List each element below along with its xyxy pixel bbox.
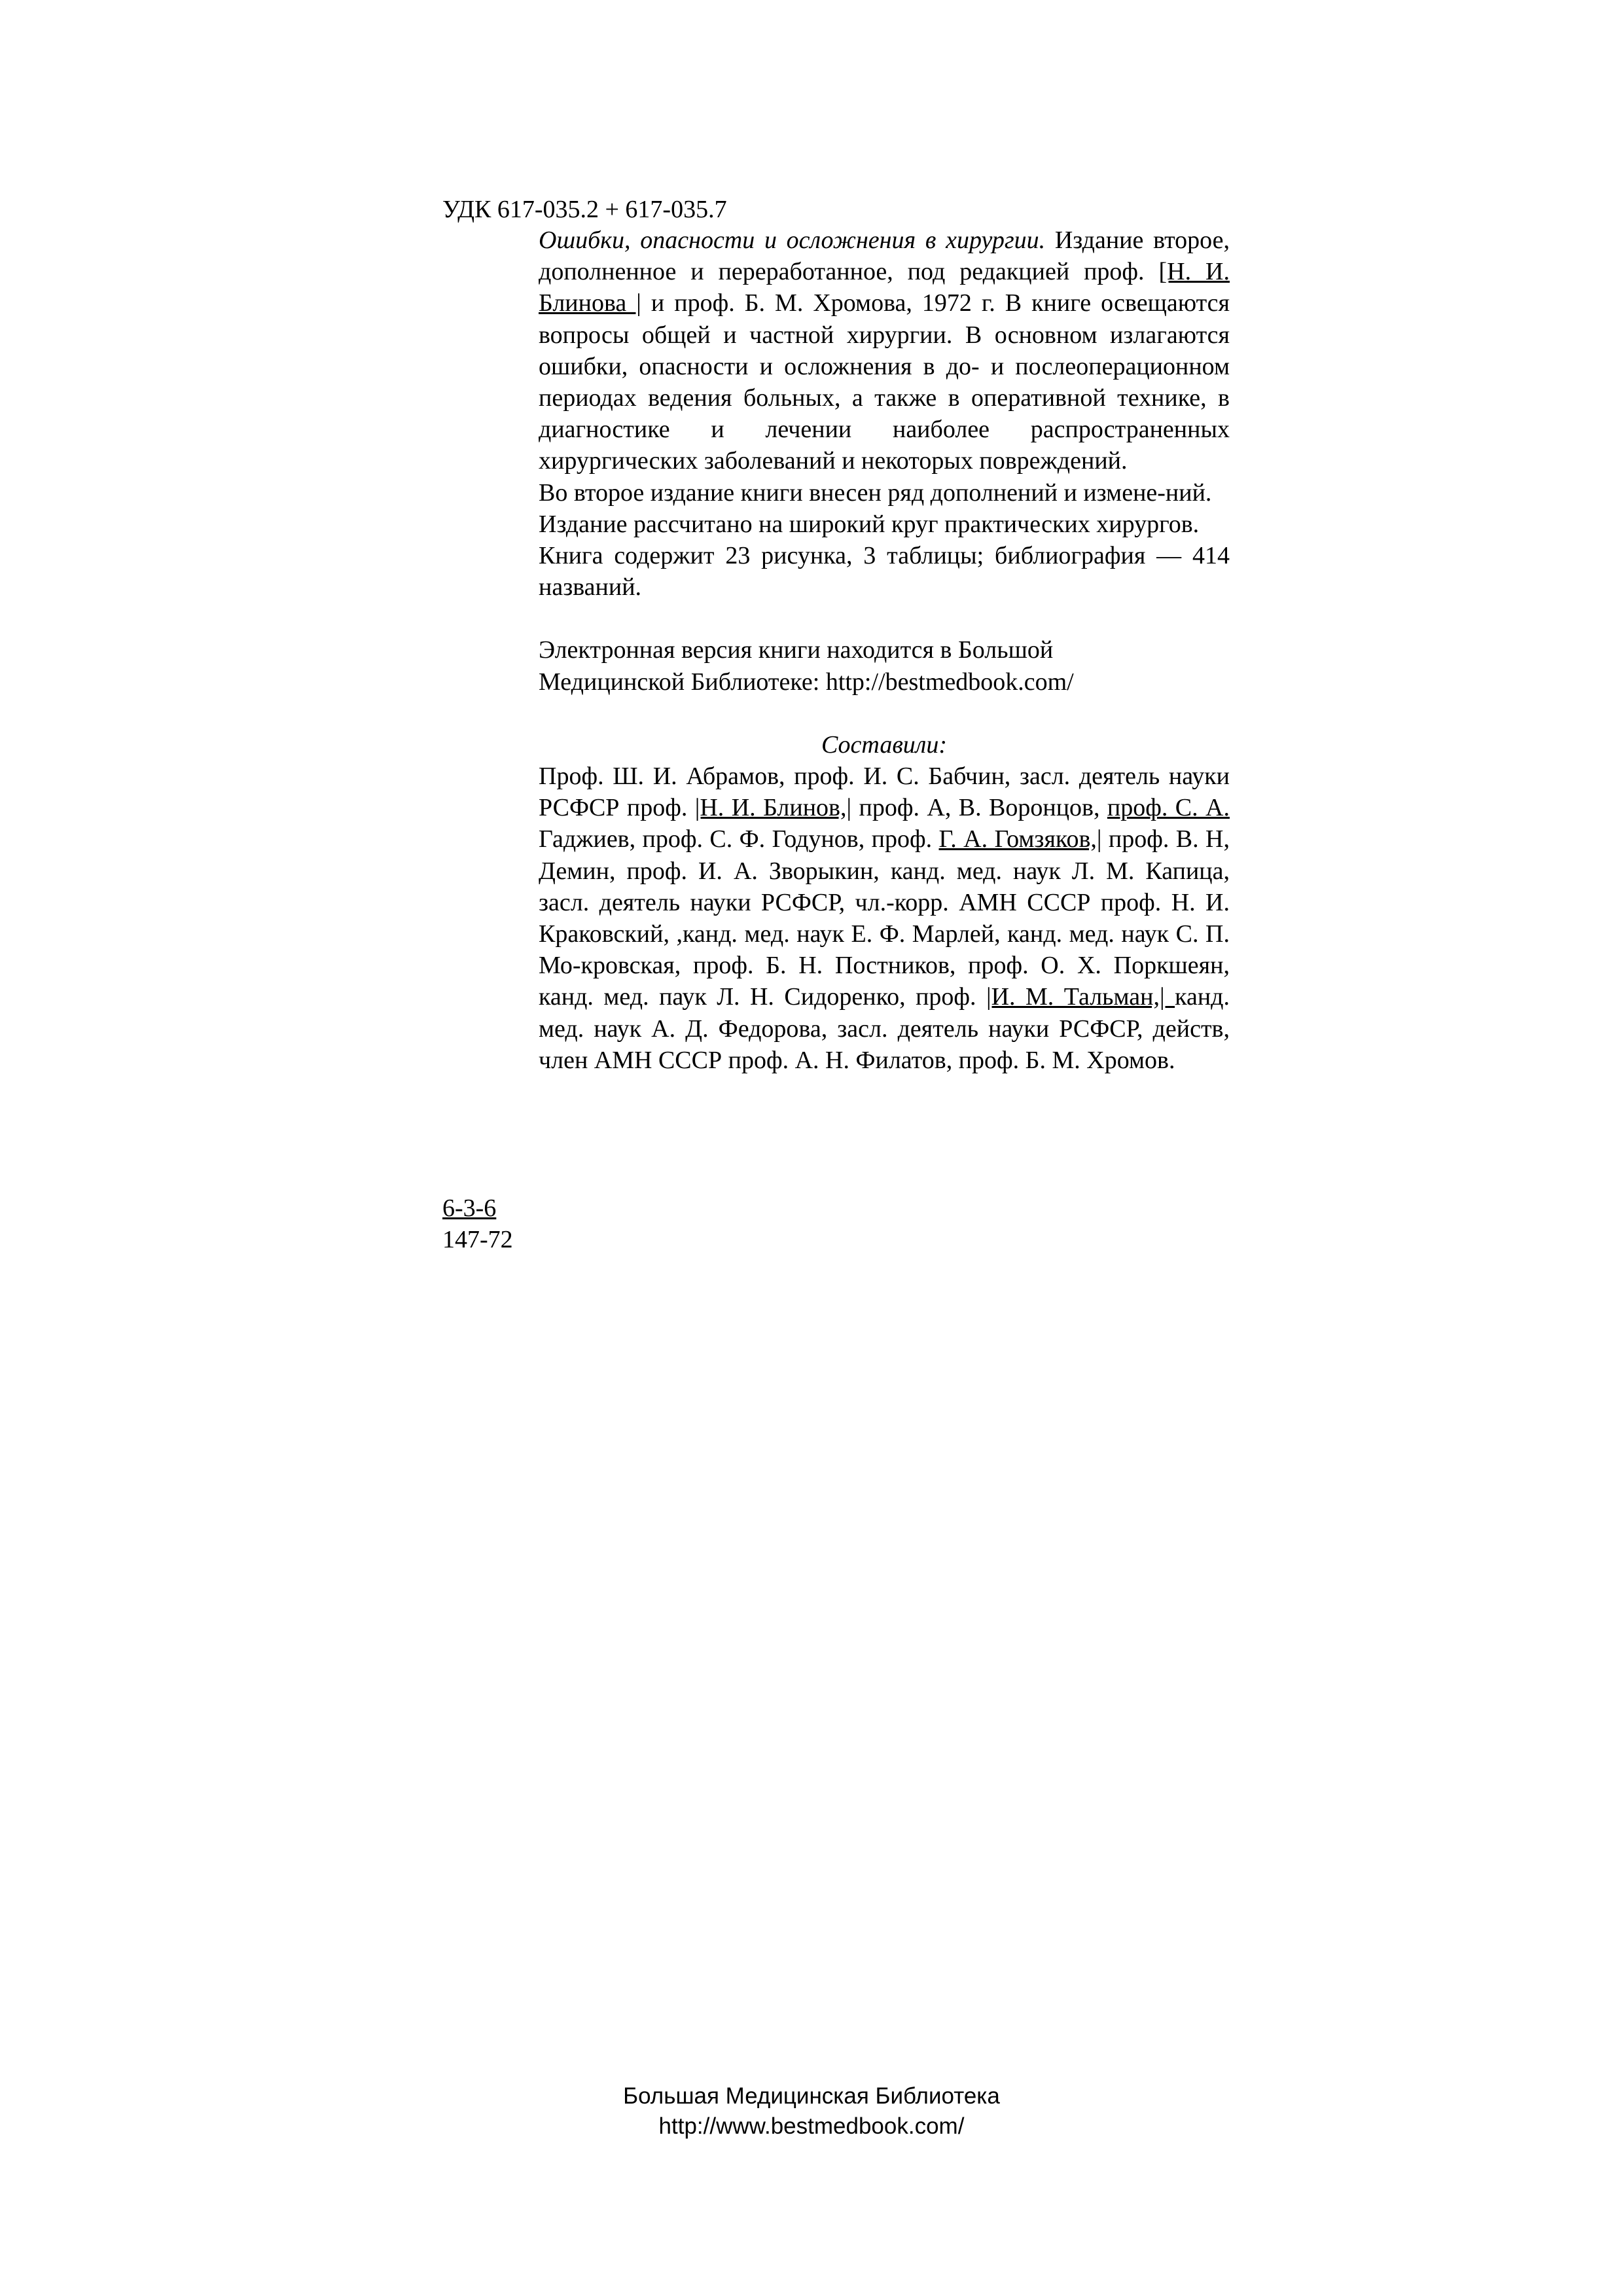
compiler-talman: |И. М. Тальман,| (986, 983, 1175, 1011)
editor-name: [Н. И. Блинова | (539, 258, 1230, 317)
compiler-blinov: |Н. И. Блинов,| (694, 794, 852, 822)
electronic-version-line1: Электронная версия книги находится в Большой (539, 636, 1054, 664)
compilers-text-3: Гаджиев, проф. С. Ф. Годунов, проф. (539, 825, 939, 853)
compilers-heading: Составили: (821, 730, 948, 759)
compiler-gadzhiev: проф. С. А. (1107, 794, 1230, 822)
publication-codes (442, 1193, 513, 1255)
code-line2: 147-72 (442, 1226, 513, 1253)
electronic-version-line2: Медицинской Библиотеке: http://bestmedbook.com/ (539, 668, 1074, 696)
contents-note: Книга содержит 23 рисунка, 3 таблицы; библиография — 414 названий. (539, 542, 1230, 601)
udk-code: УДК 617-035.2 + 617-035.7 (442, 196, 727, 223)
book-title: Ошибки, опасности и осложнения в хирургии. (539, 226, 1046, 254)
annotation-paragraph (539, 224, 1230, 477)
page-footer (0, 2081, 1623, 2142)
second-edition-note: Во второе издание книги внесен ряд дополнений и измене-ний. (539, 478, 1212, 507)
annotation-block (539, 224, 1230, 1076)
annotation-text-b: и проф. Б. М. Хромова, 1972 г. В книге освещаются вопросы общей и частной хирургии. В основном излагаются ошибки, опасности и осложнения в до- и послеоперационном периодах ведения больных, а также в оперативной технике, в диагностике и лечении наиболее распространенных хирургических заболеваний и некоторых повреждений. (539, 289, 1230, 475)
footer-url: http://www.bestmedbook.com/ (658, 2113, 965, 2139)
code-line1: 6-3-6 (442, 1194, 497, 1222)
audience-note: Издание рассчитано на широкий круг практических хирургов. (539, 510, 1200, 538)
compilers-text-1: Проф. Ш. И. Абрамов, проф. И. С. Бабчин, засл. деятель науки РСФСР проф. (539, 762, 1230, 822)
compilers-text-4: проф. В. Н, Демин, проф. И. А. Зворыкин, канд. мед. наук Л. М. Капица, засл. деятель науки РСФСР, чл.-корр. АМН СССР проф. Н. И. Краковский, ,канд. мед. наук Е. Ф. Марлей, канд. мед. наук С. П. Мо-кровская, проф. Б. Н. Постников, проф. О. Х. Поркшеян, канд. мед. паук Л. Н. Сидоренко, проф. (539, 825, 1230, 1011)
compiler-gomzyakov: Г. А. Гомзяков,| (938, 825, 1102, 853)
compilers-text-5: канд. мед. наук А. Д. Федорова, засл. деятель науки РСФСР, действ, член АМН СССР проф. А. Н. Филатов, проф. Б. М. Хромов. (539, 983, 1230, 1074)
annotation-text-a: Издание второе, дополненное и переработанное, под редакцией проф. (539, 226, 1230, 286)
compilers-list (539, 761, 1230, 1076)
compilers-text-2: проф. А, В. Воронцов, (851, 794, 1107, 822)
footer-library-name: Большая Медицинская Библиотека (623, 2083, 1000, 2109)
